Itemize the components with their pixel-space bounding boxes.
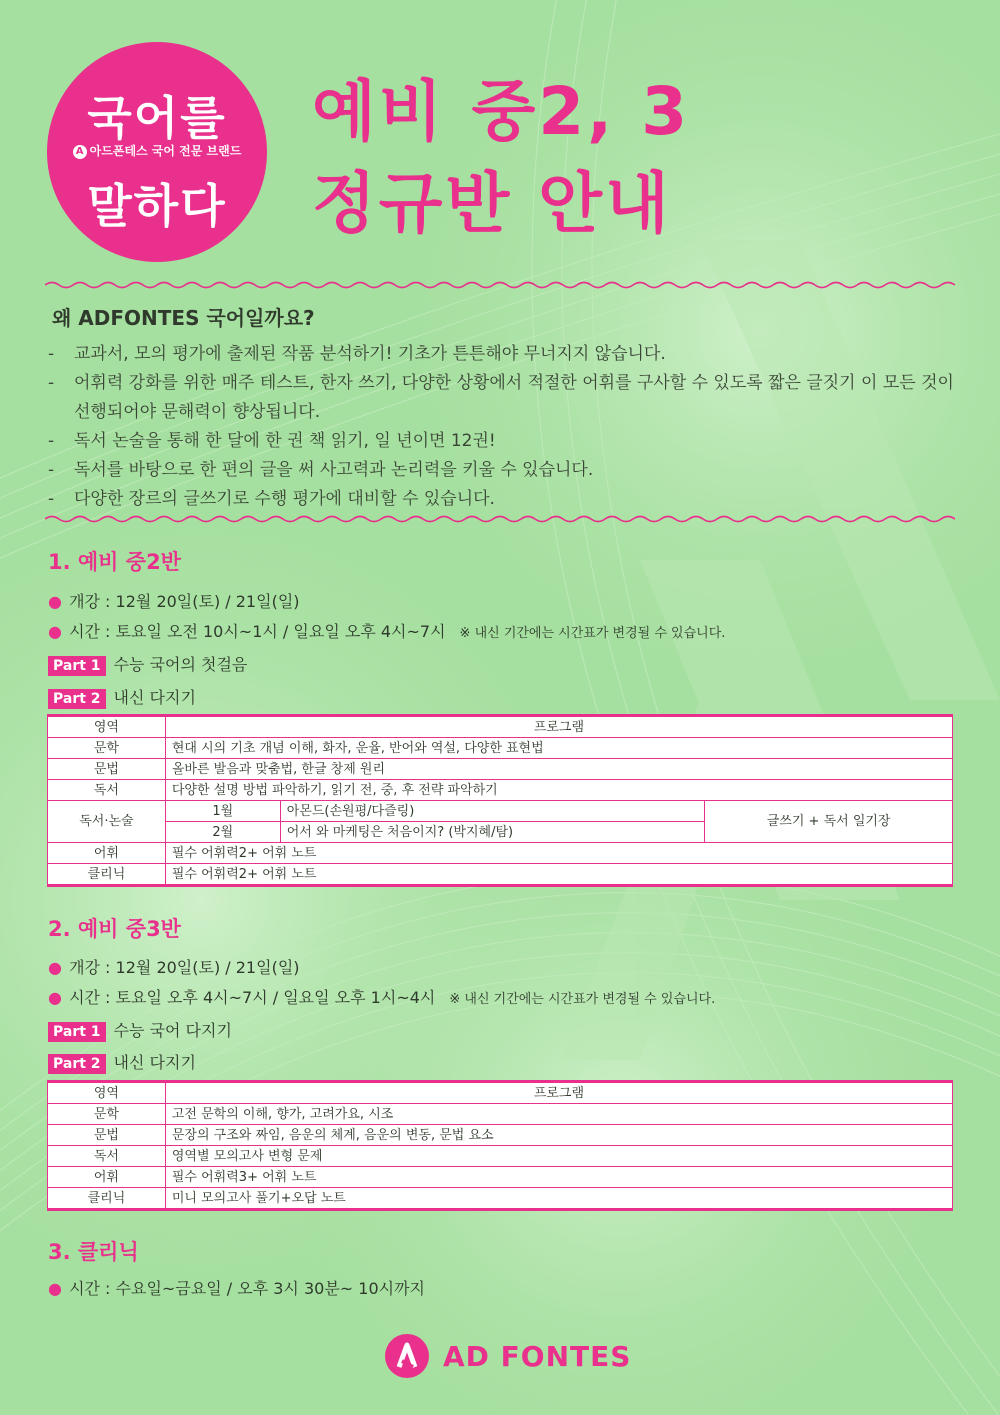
table-row: 클리닉 필수 어휘력2+ 어휘 노트 <box>48 864 953 886</box>
wavy-divider <box>45 514 955 524</box>
table-row: 문학 현대 시의 기초 개념 이해, 화자, 운율, 반어와 역설, 다양한 표현법 <box>48 738 953 759</box>
section2-time: ● 시간 : 토요일 오후 4시~7시 / 일요일 오후 1시~4시 ※ 내신 기간에는 시간표가 변경될 수 있습니다. <box>48 988 716 1007</box>
section2-part2: Part 2 내신 다지기 <box>48 1050 196 1074</box>
section2-part1: Part 1 수능 국어 다지기 <box>48 1018 232 1042</box>
section1-heading: 1. 예비 중2반 <box>48 550 181 574</box>
table-header-row <box>48 1082 953 1104</box>
part-tag: Part 2 <box>48 1054 106 1074</box>
table-header-row <box>48 716 953 738</box>
brand-badge <box>47 42 267 262</box>
part-tag: Part 1 <box>48 1022 106 1042</box>
table-row: 어휘 필수 어휘력2+ 어휘 노트 <box>48 843 953 864</box>
bullet-dot-icon: ● <box>48 592 62 611</box>
table-row: 독서·논술 1월 아몬드(손원평/다즐링) 글쓰기 + 독서 일기장 <box>48 801 953 822</box>
section3-time: ● 시간 : 수요일~금요일 / 오후 3시 30분~ 10시까지 <box>48 1279 425 1298</box>
schedule-note: ※ 내신 기간에는 시간표가 변경될 수 있습니다. <box>459 626 726 641</box>
list-item: - 다양한 장르의 글쓰기로 수행 평가에 대비할 수 있습니다. <box>48 489 495 509</box>
wavy-divider <box>45 280 955 290</box>
ad-fontes-logo-icon <box>385 1334 429 1378</box>
col-header-area: 영역 <box>48 716 166 738</box>
schedule-note: ※ 내신 기간에는 시간표가 변경될 수 있습니다. <box>449 992 716 1007</box>
col-header-area: 영역 <box>48 1082 166 1104</box>
table-row: 문법 올바른 발음과 맞춤법, 한글 창제 원리 <box>48 759 953 780</box>
badge-line1: 국어를 <box>87 91 227 145</box>
page-title-line2: 정규반 안내 <box>312 165 672 242</box>
badge-brand-tag: A 아드폰테스 국어 전문 브랜드 <box>47 142 267 159</box>
col-header-program: 프로그램 <box>165 1082 952 1104</box>
section2-open: ● 개강 : 12월 20일(토) / 21일(일) <box>48 958 300 977</box>
table-row: 독서 다양한 설명 방법 파악하기, 읽기 전, 중, 후 전략 파악하기 <box>48 780 953 801</box>
section1-part1: Part 1 수능 국어의 첫걸음 <box>48 652 247 676</box>
section1-time: ● 시간 : 토요일 오전 10시~1시 / 일요일 오후 4시~7시 ※ 내신 기간에는 시간표가 변경될 수 있습니다. <box>48 622 726 641</box>
table-row: 어휘 필수 어휘력3+ 어휘 노트 <box>48 1167 953 1188</box>
section3-heading: 3. 클리닉 <box>48 1240 139 1264</box>
bullet-dot-icon: ● <box>48 958 62 977</box>
table-row: 문학 고전 문학의 이해, 향가, 고려가요, 시조 <box>48 1104 953 1125</box>
list-item: - 교과서, 모의 평가에 출제된 작품 분석하기! 기초가 튼튼해야 무너지지 않습니다. <box>48 344 666 364</box>
section1-program-table <box>47 714 953 887</box>
badge-line2: 말하다 <box>87 179 227 233</box>
list-item: - 독서를 바탕으로 한 편의 글을 써 사고력과 논리력을 키울 수 있습니다. <box>48 460 594 480</box>
section2-heading: 2. 예비 중3반 <box>48 917 181 941</box>
part-tag: Part 1 <box>48 656 106 676</box>
brand-a-icon: A <box>73 145 87 159</box>
bullet-dot-icon: ● <box>48 988 62 1007</box>
part-tag: Part 2 <box>48 689 106 709</box>
bullet-dot-icon: ● <box>48 622 62 641</box>
table-row: 문법 문장의 구조와 짜임, 음운의 체계, 음운의 변동, 문법 요소 <box>48 1125 953 1146</box>
page-title-line1: 예비 중2, 3 <box>312 73 691 150</box>
table-row: 클리닉 미니 모의고사 풀기+오답 노트 <box>48 1188 953 1210</box>
table-row: 독서 영역별 모의고사 변형 문제 <box>48 1146 953 1167</box>
list-item: - 독서 논술을 통해 한 달에 한 권 책 읽기, 일 년이면 12권! <box>48 431 496 451</box>
section2-program-table <box>47 1080 953 1211</box>
bullet-dot-icon: ● <box>48 1279 62 1298</box>
why-heading: 왜 ADFONTES 국어일까요? <box>52 306 315 330</box>
section1-open: ● 개강 : 12월 20일(토) / 21일(일) <box>48 592 300 611</box>
list-item: - 어휘력 강화를 위한 매주 테스트, 한자 쓰기, 다양한 상황에서 적절한 어휘를 구사할 수 있도록 짧은 글짓기 이 모든 것이 선행되어야 문해력이 향상됩니다. <box>48 373 954 422</box>
section1-part2: Part 2 내신 다지기 <box>48 685 196 709</box>
footer-logo <box>385 1334 631 1378</box>
table-row: 2월 어서 와 마케팅은 처음이지? (박지혜/탐) <box>48 822 953 843</box>
footer-brand: AD FONTES <box>443 1339 632 1373</box>
why-list <box>48 340 960 514</box>
col-header-program: 프로그램 <box>165 716 952 738</box>
